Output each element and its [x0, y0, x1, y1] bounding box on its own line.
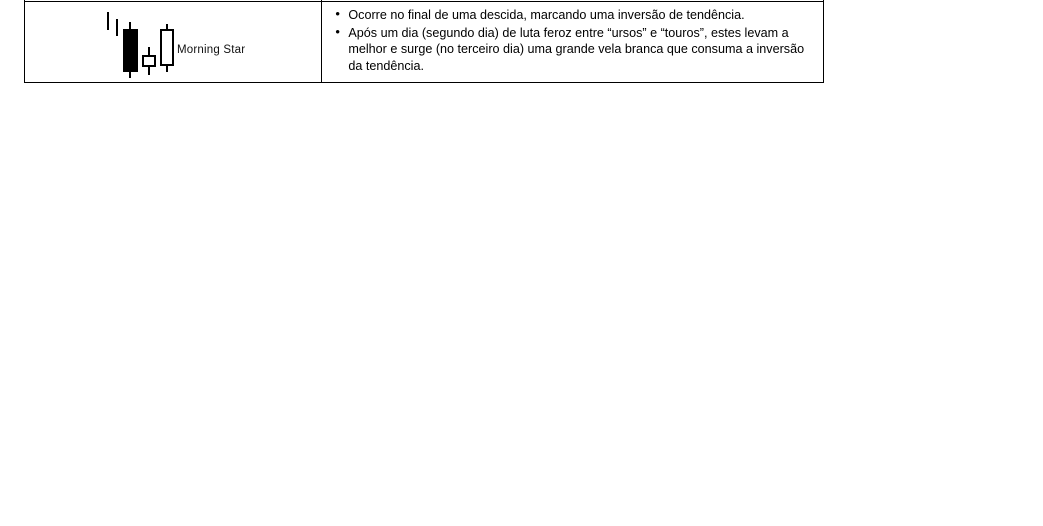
table-cell-figure [25, 2, 322, 83]
candlestick-patterns-table [24, 0, 824, 83]
list-item: • Após um dia (segundo dia) de luta feroz entre “ursos” e “touros”, estes levam a melhor e surge (no terceiro dia) uma grande vela branca que consuma a inversão da tendência. [334, 25, 813, 75]
table-row [25, 2, 824, 83]
bullet-list [334, 7, 813, 74]
table-cell-text [322, 2, 824, 83]
figure-label: Morning Star [177, 44, 246, 56]
table-cell-text-partial [322, 0, 824, 2]
list-item: • Ocorre no final de uma descida, marcando uma inversão de tendência. [334, 7, 813, 24]
